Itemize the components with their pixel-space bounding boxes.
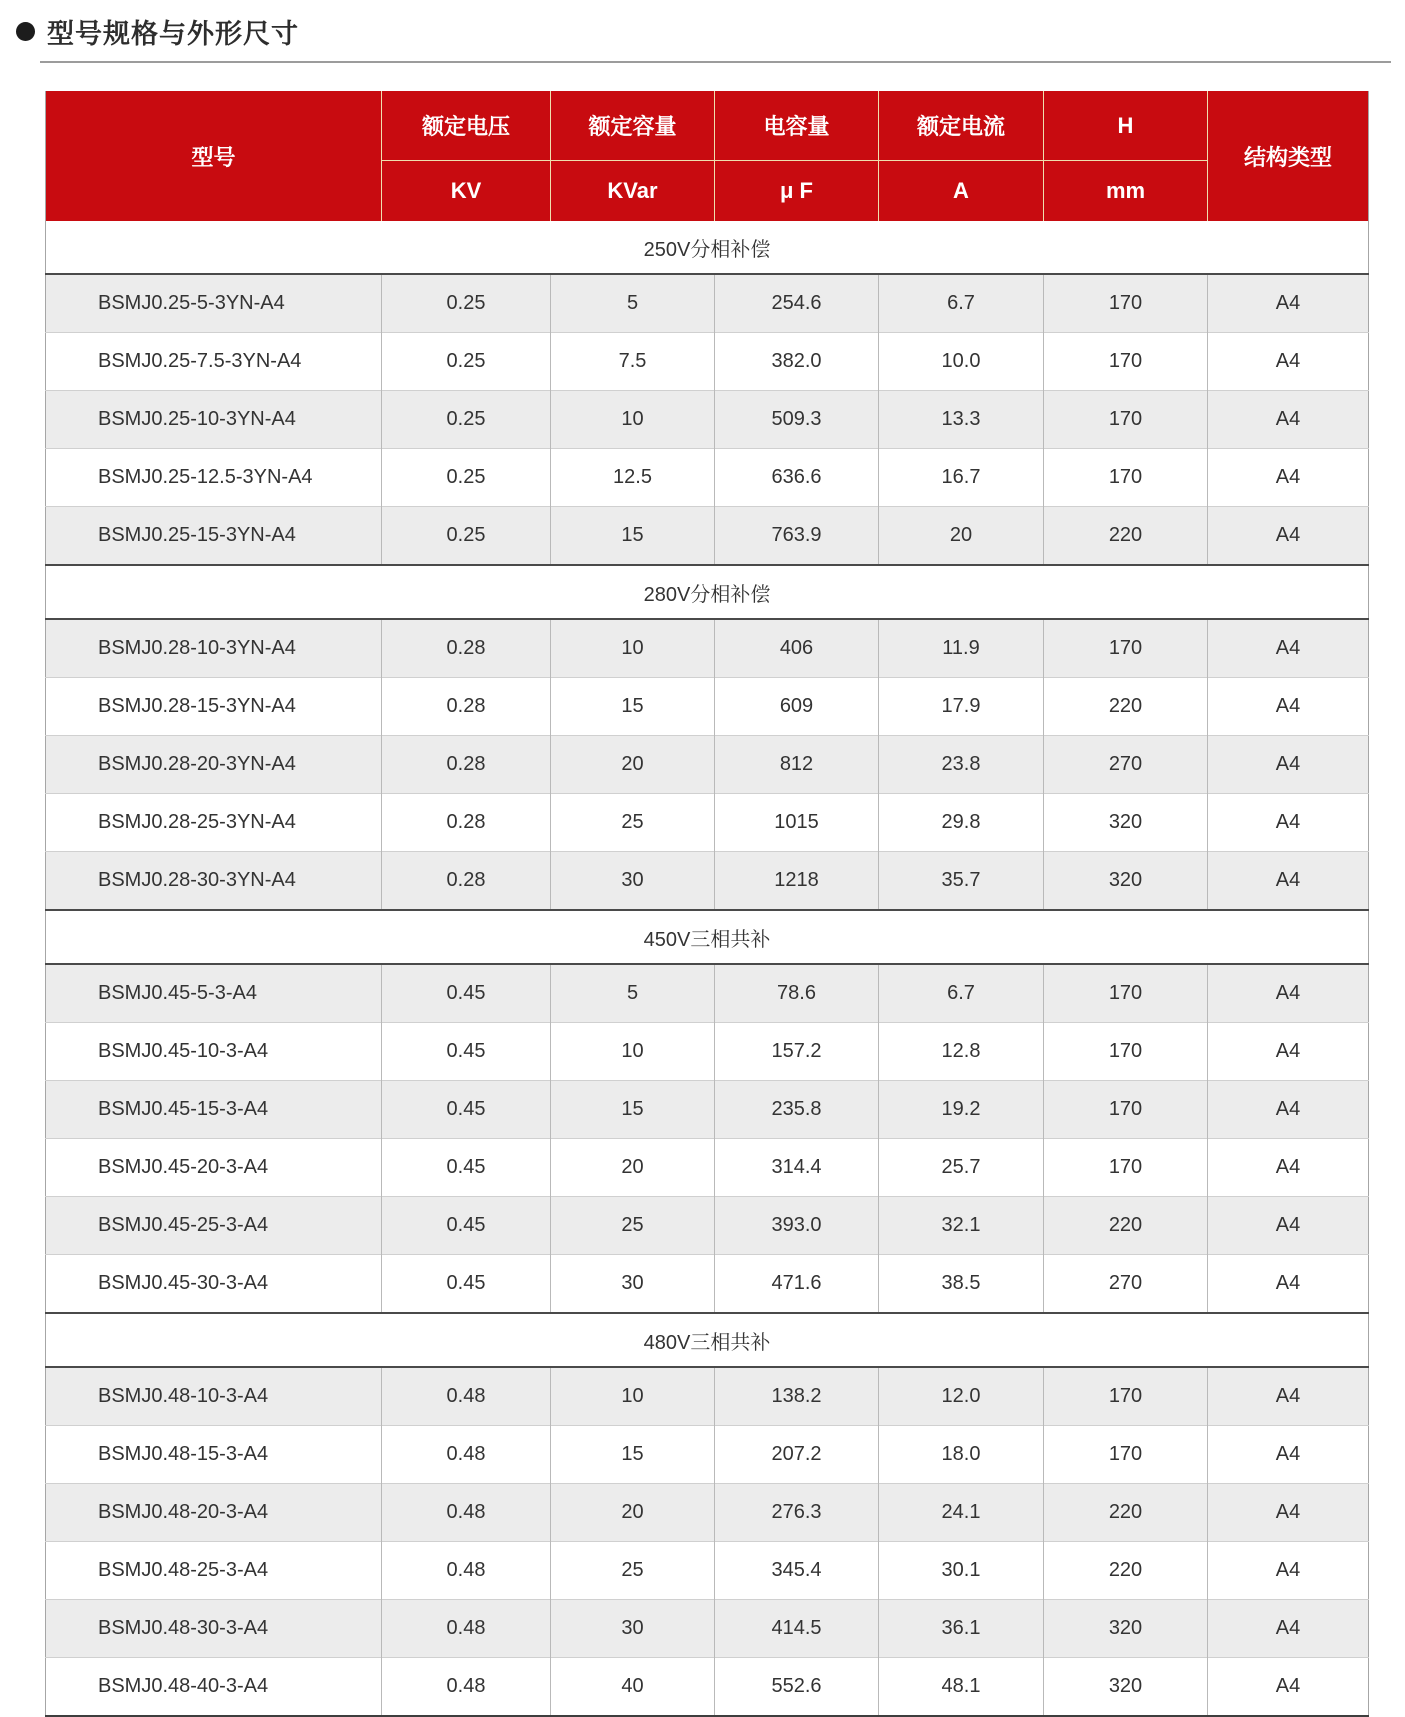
value-cell: 320 bbox=[1044, 1600, 1208, 1658]
spec-table bbox=[45, 91, 1369, 1717]
table-row bbox=[46, 1367, 1369, 1426]
value-cell: A4 bbox=[1208, 1367, 1369, 1426]
model-cell: BSMJ0.45-30-3-A4 bbox=[46, 1255, 382, 1314]
value-cell: 0.28 bbox=[382, 678, 551, 736]
value-cell: A4 bbox=[1208, 1139, 1369, 1197]
value-cell: 36.1 bbox=[879, 1600, 1044, 1658]
value-cell: A4 bbox=[1208, 1023, 1369, 1081]
value-cell: 170 bbox=[1044, 1426, 1208, 1484]
value-cell: 170 bbox=[1044, 391, 1208, 449]
value-cell: 170 bbox=[1044, 1081, 1208, 1139]
value-cell: A4 bbox=[1208, 1600, 1369, 1658]
model-cell: BSMJ0.28-30-3YN-A4 bbox=[46, 852, 382, 911]
header-rated-voltage: 额定电压 bbox=[382, 91, 551, 161]
model-cell: BSMJ0.48-25-3-A4 bbox=[46, 1542, 382, 1600]
value-cell: 636.6 bbox=[715, 449, 879, 507]
value-cell: A4 bbox=[1208, 1426, 1369, 1484]
value-cell: A4 bbox=[1208, 333, 1369, 391]
value-cell: 30 bbox=[551, 1600, 715, 1658]
header-model: 型号 bbox=[46, 91, 382, 221]
model-cell: BSMJ0.25-10-3YN-A4 bbox=[46, 391, 382, 449]
value-cell: 0.48 bbox=[382, 1367, 551, 1426]
model-cell: BSMJ0.48-20-3-A4 bbox=[46, 1484, 382, 1542]
value-cell: 23.8 bbox=[879, 736, 1044, 794]
table-row bbox=[46, 1600, 1369, 1658]
value-cell: A4 bbox=[1208, 274, 1369, 333]
value-cell: 276.3 bbox=[715, 1484, 879, 1542]
value-cell: 12.5 bbox=[551, 449, 715, 507]
section-title: 280V分相补偿 bbox=[46, 565, 1369, 619]
value-cell: 12.8 bbox=[879, 1023, 1044, 1081]
value-cell: 1218 bbox=[715, 852, 879, 911]
page-title: 型号规格与外形尺寸 bbox=[47, 19, 299, 49]
value-cell: 320 bbox=[1044, 1658, 1208, 1717]
value-cell: 254.6 bbox=[715, 274, 879, 333]
value-cell: A4 bbox=[1208, 1255, 1369, 1314]
value-cell: 20 bbox=[551, 1484, 715, 1542]
value-cell: 0.48 bbox=[382, 1542, 551, 1600]
value-cell: 0.28 bbox=[382, 852, 551, 911]
value-cell: 235.8 bbox=[715, 1081, 879, 1139]
value-cell: 170 bbox=[1044, 274, 1208, 333]
value-cell: 138.2 bbox=[715, 1367, 879, 1426]
table-row bbox=[46, 391, 1369, 449]
model-cell: BSMJ0.45-25-3-A4 bbox=[46, 1197, 382, 1255]
unit-mm: mm bbox=[1044, 161, 1208, 222]
section-heading bbox=[16, 12, 1405, 51]
table-row bbox=[46, 1426, 1369, 1484]
value-cell: 30 bbox=[551, 852, 715, 911]
value-cell: 220 bbox=[1044, 1542, 1208, 1600]
model-cell: BSMJ0.25-7.5-3YN-A4 bbox=[46, 333, 382, 391]
value-cell: A4 bbox=[1208, 1081, 1369, 1139]
model-cell: BSMJ0.45-5-3-A4 bbox=[46, 964, 382, 1023]
section-row bbox=[46, 221, 1369, 274]
table-row bbox=[46, 1658, 1369, 1717]
value-cell: 0.25 bbox=[382, 391, 551, 449]
value-cell: 10.0 bbox=[879, 333, 1044, 391]
value-cell: 0.45 bbox=[382, 1255, 551, 1314]
value-cell: A4 bbox=[1208, 449, 1369, 507]
header-rated-current: 额定电流 bbox=[879, 91, 1044, 161]
value-cell: 18.0 bbox=[879, 1426, 1044, 1484]
value-cell: 25 bbox=[551, 1197, 715, 1255]
section-row bbox=[46, 910, 1369, 964]
value-cell: A4 bbox=[1208, 678, 1369, 736]
table-row bbox=[46, 794, 1369, 852]
table-row bbox=[46, 852, 1369, 911]
value-cell: 0.48 bbox=[382, 1484, 551, 1542]
bullet-icon bbox=[16, 22, 35, 41]
model-cell: BSMJ0.28-20-3YN-A4 bbox=[46, 736, 382, 794]
value-cell: 0.48 bbox=[382, 1658, 551, 1717]
value-cell: 6.7 bbox=[879, 274, 1044, 333]
table-row bbox=[46, 507, 1369, 566]
value-cell: 393.0 bbox=[715, 1197, 879, 1255]
value-cell: 20 bbox=[551, 736, 715, 794]
model-cell: BSMJ0.48-30-3-A4 bbox=[46, 1600, 382, 1658]
value-cell: 0.25 bbox=[382, 449, 551, 507]
value-cell: 157.2 bbox=[715, 1023, 879, 1081]
model-cell: BSMJ0.25-15-3YN-A4 bbox=[46, 507, 382, 566]
value-cell: 5 bbox=[551, 274, 715, 333]
value-cell: A4 bbox=[1208, 794, 1369, 852]
value-cell: 170 bbox=[1044, 619, 1208, 678]
table-row bbox=[46, 1197, 1369, 1255]
title-divider bbox=[40, 61, 1391, 63]
value-cell: 10 bbox=[551, 1367, 715, 1426]
value-cell: 15 bbox=[551, 1081, 715, 1139]
table-row bbox=[46, 333, 1369, 391]
value-cell: 12.0 bbox=[879, 1367, 1044, 1426]
model-cell: BSMJ0.28-15-3YN-A4 bbox=[46, 678, 382, 736]
value-cell: A4 bbox=[1208, 1658, 1369, 1717]
value-cell: 320 bbox=[1044, 794, 1208, 852]
value-cell: 220 bbox=[1044, 678, 1208, 736]
value-cell: 0.45 bbox=[382, 964, 551, 1023]
value-cell: 38.5 bbox=[879, 1255, 1044, 1314]
value-cell: 0.28 bbox=[382, 794, 551, 852]
value-cell: 15 bbox=[551, 1426, 715, 1484]
value-cell: 414.5 bbox=[715, 1600, 879, 1658]
value-cell: 20 bbox=[551, 1139, 715, 1197]
value-cell: 763.9 bbox=[715, 507, 879, 566]
value-cell: 170 bbox=[1044, 1139, 1208, 1197]
value-cell: 48.1 bbox=[879, 1658, 1044, 1717]
value-cell: 78.6 bbox=[715, 964, 879, 1023]
table-row bbox=[46, 1139, 1369, 1197]
model-cell: BSMJ0.25-5-3YN-A4 bbox=[46, 274, 382, 333]
value-cell: 35.7 bbox=[879, 852, 1044, 911]
value-cell: 0.25 bbox=[382, 274, 551, 333]
model-cell: BSMJ0.25-12.5-3YN-A4 bbox=[46, 449, 382, 507]
value-cell: 10 bbox=[551, 619, 715, 678]
value-cell: 314.4 bbox=[715, 1139, 879, 1197]
header-label-row bbox=[46, 91, 1369, 161]
value-cell: A4 bbox=[1208, 391, 1369, 449]
table-row bbox=[46, 1023, 1369, 1081]
value-cell: 552.6 bbox=[715, 1658, 879, 1717]
value-cell: 0.28 bbox=[382, 736, 551, 794]
header-structure-type: 结构类型 bbox=[1208, 91, 1369, 221]
value-cell: 20 bbox=[879, 507, 1044, 566]
model-cell: BSMJ0.45-10-3-A4 bbox=[46, 1023, 382, 1081]
table-row bbox=[46, 964, 1369, 1023]
value-cell: 382.0 bbox=[715, 333, 879, 391]
header-rated-capacity: 额定容量 bbox=[551, 91, 715, 161]
unit-kv: KV bbox=[382, 161, 551, 222]
table-header bbox=[46, 91, 1369, 221]
table-row bbox=[46, 619, 1369, 678]
value-cell: A4 bbox=[1208, 964, 1369, 1023]
value-cell: 29.8 bbox=[879, 794, 1044, 852]
value-cell: 170 bbox=[1044, 333, 1208, 391]
model-cell: BSMJ0.45-20-3-A4 bbox=[46, 1139, 382, 1197]
value-cell: 32.1 bbox=[879, 1197, 1044, 1255]
table-row bbox=[46, 1255, 1369, 1314]
table-row bbox=[46, 1542, 1369, 1600]
value-cell: 40 bbox=[551, 1658, 715, 1717]
value-cell: 15 bbox=[551, 678, 715, 736]
header-height: H bbox=[1044, 91, 1208, 161]
section-row bbox=[46, 1313, 1369, 1367]
value-cell: A4 bbox=[1208, 619, 1369, 678]
section-title: 450V三相共补 bbox=[46, 910, 1369, 964]
table-row bbox=[46, 678, 1369, 736]
value-cell: 0.45 bbox=[382, 1023, 551, 1081]
value-cell: 24.1 bbox=[879, 1484, 1044, 1542]
value-cell: 0.25 bbox=[382, 333, 551, 391]
value-cell: A4 bbox=[1208, 852, 1369, 911]
value-cell: 471.6 bbox=[715, 1255, 879, 1314]
value-cell: 170 bbox=[1044, 1367, 1208, 1426]
value-cell: 170 bbox=[1044, 964, 1208, 1023]
table-row bbox=[46, 736, 1369, 794]
value-cell: 0.48 bbox=[382, 1426, 551, 1484]
value-cell: 812 bbox=[715, 736, 879, 794]
value-cell: 170 bbox=[1044, 449, 1208, 507]
value-cell: 0.45 bbox=[382, 1197, 551, 1255]
unit-uf: μ F bbox=[715, 161, 879, 222]
value-cell: 10 bbox=[551, 391, 715, 449]
unit-kvar: KVar bbox=[551, 161, 715, 222]
value-cell: A4 bbox=[1208, 736, 1369, 794]
value-cell: 406 bbox=[715, 619, 879, 678]
section-title: 250V分相补偿 bbox=[46, 221, 1369, 274]
value-cell: 7.5 bbox=[551, 333, 715, 391]
value-cell: 220 bbox=[1044, 1197, 1208, 1255]
model-cell: BSMJ0.48-40-3-A4 bbox=[46, 1658, 382, 1717]
section-row bbox=[46, 565, 1369, 619]
table-body bbox=[46, 221, 1369, 1716]
value-cell: 17.9 bbox=[879, 678, 1044, 736]
header-capacitance: 电容量 bbox=[715, 91, 879, 161]
value-cell: 320 bbox=[1044, 852, 1208, 911]
value-cell: 0.25 bbox=[382, 507, 551, 566]
value-cell: A4 bbox=[1208, 1197, 1369, 1255]
value-cell: 13.3 bbox=[879, 391, 1044, 449]
model-cell: BSMJ0.48-10-3-A4 bbox=[46, 1367, 382, 1426]
value-cell: 15 bbox=[551, 507, 715, 566]
value-cell: 0.28 bbox=[382, 619, 551, 678]
value-cell: 0.48 bbox=[382, 1600, 551, 1658]
table-row bbox=[46, 274, 1369, 333]
value-cell: A4 bbox=[1208, 1484, 1369, 1542]
value-cell: 609 bbox=[715, 678, 879, 736]
model-cell: BSMJ0.28-10-3YN-A4 bbox=[46, 619, 382, 678]
value-cell: 25 bbox=[551, 794, 715, 852]
value-cell: A4 bbox=[1208, 1542, 1369, 1600]
value-cell: 16.7 bbox=[879, 449, 1044, 507]
catalog-page bbox=[0, 12, 1405, 1697]
value-cell: 345.4 bbox=[715, 1542, 879, 1600]
value-cell: 6.7 bbox=[879, 964, 1044, 1023]
model-cell: BSMJ0.45-15-3-A4 bbox=[46, 1081, 382, 1139]
value-cell: 0.45 bbox=[382, 1081, 551, 1139]
table-row bbox=[46, 1081, 1369, 1139]
value-cell: A4 bbox=[1208, 507, 1369, 566]
value-cell: 25 bbox=[551, 1542, 715, 1600]
value-cell: 270 bbox=[1044, 736, 1208, 794]
value-cell: 30 bbox=[551, 1255, 715, 1314]
value-cell: 30.1 bbox=[879, 1542, 1044, 1600]
value-cell: 220 bbox=[1044, 1484, 1208, 1542]
section-title: 480V三相共补 bbox=[46, 1313, 1369, 1367]
value-cell: 10 bbox=[551, 1023, 715, 1081]
unit-a: A bbox=[879, 161, 1044, 222]
value-cell: 509.3 bbox=[715, 391, 879, 449]
value-cell: 1015 bbox=[715, 794, 879, 852]
value-cell: 19.2 bbox=[879, 1081, 1044, 1139]
value-cell: 170 bbox=[1044, 1023, 1208, 1081]
value-cell: 270 bbox=[1044, 1255, 1208, 1314]
value-cell: 11.9 bbox=[879, 619, 1044, 678]
value-cell: 25.7 bbox=[879, 1139, 1044, 1197]
value-cell: 5 bbox=[551, 964, 715, 1023]
value-cell: 220 bbox=[1044, 507, 1208, 566]
value-cell: 207.2 bbox=[715, 1426, 879, 1484]
model-cell: BSMJ0.28-25-3YN-A4 bbox=[46, 794, 382, 852]
table-row bbox=[46, 449, 1369, 507]
value-cell: 0.45 bbox=[382, 1139, 551, 1197]
table-row bbox=[46, 1484, 1369, 1542]
model-cell: BSMJ0.48-15-3-A4 bbox=[46, 1426, 382, 1484]
